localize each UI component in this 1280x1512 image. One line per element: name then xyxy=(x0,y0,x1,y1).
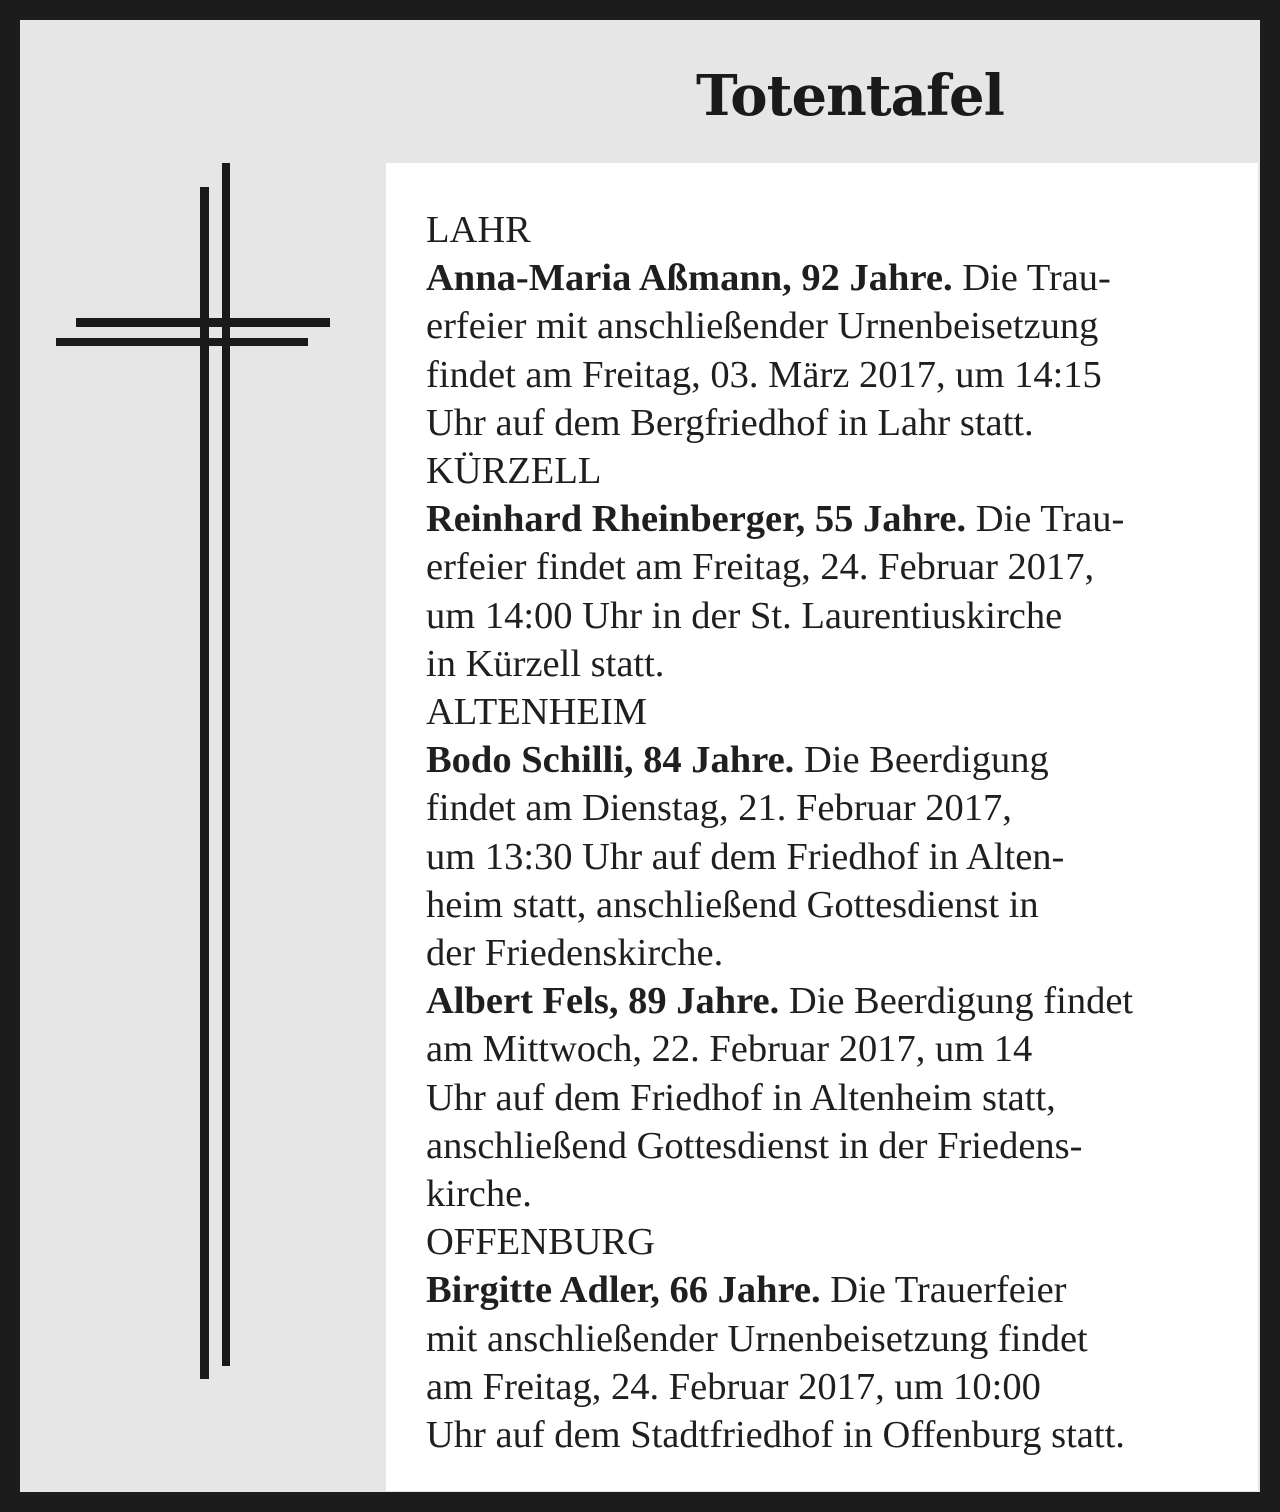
obituary-text-line: der Friedenskirche. xyxy=(426,932,724,975)
obituary-entry-first-line xyxy=(426,736,1226,784)
deceased-name: Albert Fels, 89 Jahre. xyxy=(426,980,780,1023)
obituary-text-line: am Freitag, 24. Februar 2017, um 10:00 xyxy=(426,1365,1041,1408)
obituary-text: Die Trau- xyxy=(975,498,1125,541)
obituary-text-line: in Kürzell statt. xyxy=(426,642,665,685)
deceased-name: Anna-Maria Aßmann, 92 Jahre. xyxy=(426,257,953,300)
obituary-entry-first-line xyxy=(426,977,1226,1025)
obituary-text-line: mit anschließender Urnenbeisetzung findet xyxy=(426,1317,1088,1360)
obituary-text: Die Beerdigung xyxy=(803,739,1049,782)
obituary-text: Die Trau- xyxy=(962,257,1111,300)
obituary-list xyxy=(426,206,1226,1459)
place-heading: LAHR xyxy=(426,209,531,251)
obituary-entry-first-line xyxy=(426,254,1226,302)
deceased-name: Reinhard Rheinberger, 55 Jahre. xyxy=(426,498,967,541)
obituary-text-line: heim statt, anschließend Gottesdienst in xyxy=(426,883,1039,926)
obituary-text: Die Beerdigung findet xyxy=(788,980,1134,1023)
obituary-text-line: anschließend Gottesdienst in der Friedens- xyxy=(426,1124,1083,1167)
obituary-text-line: erfeier mit anschließender Urnenbeisetzung xyxy=(426,305,1099,348)
deceased-name: Bodo Schilli, 84 Jahre. xyxy=(426,739,795,782)
obituary-text: Die Trauerfeier xyxy=(830,1269,1067,1312)
obituary-entry-first-line xyxy=(426,1266,1226,1314)
page-title: Totentafel xyxy=(696,63,1004,129)
title-bar xyxy=(20,20,1260,164)
place-heading: ALTENHEIM xyxy=(426,691,647,734)
obituary-text-line: findet am Dienstag, 21. Februar 2017, xyxy=(426,787,1012,830)
obituary-text-line: um 13:30 Uhr auf dem Friedhof in Alten- xyxy=(426,835,1065,878)
obituary-text-line: Uhr auf dem Friedhof in Altenheim statt, xyxy=(426,1076,1056,1119)
obituary-entry-first-line xyxy=(426,495,1226,543)
obituary-text-line: findet am Freitag, 03. März 2017, um 14:15 xyxy=(426,353,1102,396)
obituary-text-line: kirche. xyxy=(426,1173,532,1216)
obituary-text-line: um 14:00 Uhr in der St. Laurentiuskirche xyxy=(426,594,1063,637)
obituary-text-line: Uhr auf dem Bergfriedhof in Lahr statt. xyxy=(426,401,1034,444)
obituary-text-line: erfeier findet am Freitag, 24. Februar 2017, xyxy=(426,546,1095,589)
obituary-text-line: am Mittwoch, 22. Februar 2017, um 14 xyxy=(426,1028,1033,1071)
obituary-content xyxy=(386,163,1258,1491)
obituary-text-line: Uhr auf dem Stadtfriedhof in Offenburg statt. xyxy=(426,1414,1125,1457)
place-heading: OFFENBURG xyxy=(426,1221,655,1264)
place-heading: KÜRZELL xyxy=(426,450,602,493)
deceased-name: Birgitte Adler, 66 Jahre. xyxy=(426,1269,821,1312)
